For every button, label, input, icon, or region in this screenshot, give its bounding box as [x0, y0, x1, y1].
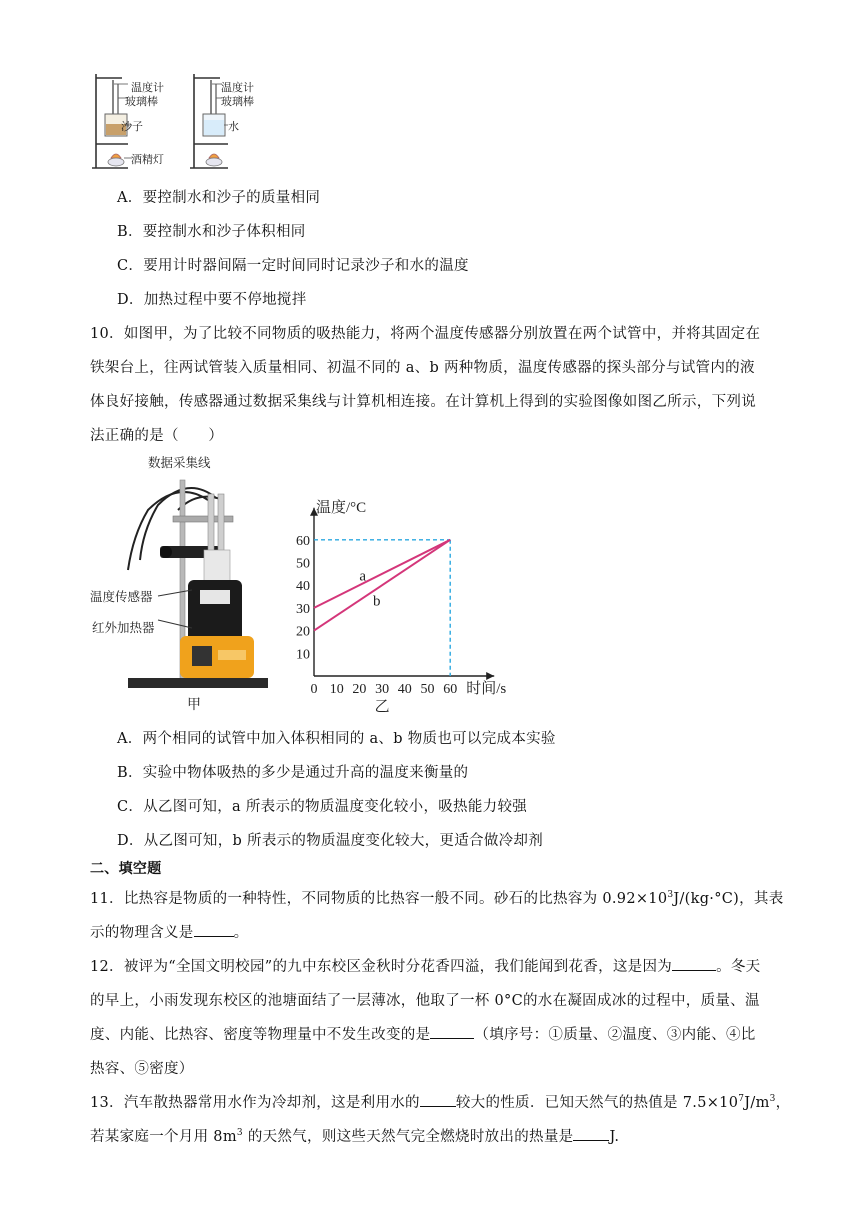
q12-line-2: 的早上，小雨发现东校区的池塘面结了一层薄冰，他取了一杯 0°C的水在凝固成冰的过程中，质量、温	[90, 993, 760, 1009]
q12-line-4: 热容、⑤密度）	[90, 1061, 194, 1077]
x-tick-label: 0	[310, 682, 318, 697]
q10-stem-line-1: 10．如图甲，为了比较不同物质的吸热能力，将两个温度传感器分别放置在两个试管中，并将其固定在	[90, 326, 761, 342]
y-tick-label: 30	[296, 601, 310, 617]
q9-option-a: A．要控制水和沙子的质量相同	[117, 190, 321, 206]
cable-label: 数据采集线	[148, 455, 211, 470]
q13-line-1-end: ，	[775, 1095, 791, 1111]
heater-label: 红外加热器	[92, 620, 155, 635]
series-line-a	[314, 540, 450, 608]
y-tick-label: 60	[296, 533, 310, 549]
q12-line-3	[90, 1023, 756, 1044]
q12-answer-blank-2[interactable]	[430, 1026, 474, 1039]
q11-exponent: 3	[667, 890, 674, 901]
q13-line-2	[90, 1125, 619, 1146]
q13-exponent-3: 3	[236, 1128, 243, 1139]
sensor-label: 温度传感器	[90, 589, 153, 604]
alcohol-lamp-label: 酒精灯	[131, 153, 164, 166]
q11-line-2-text: 示的物理含义是	[90, 925, 194, 941]
x-tick-label: 30	[375, 682, 390, 697]
q10-stem-line-4: 法正确的是（ ）	[90, 428, 224, 444]
q13-line-2-text: 若某家庭一个月用 8m	[90, 1129, 237, 1145]
y-tick-label: 10	[296, 647, 310, 663]
sand-label: 沙子	[121, 120, 143, 133]
q12-line-1-text: 12．被评为“全国文明校园”的九中东校区金秋时分花香四溢，我们能闻到花香，这是因为	[90, 959, 673, 975]
q11-line-2-end: 。	[233, 925, 249, 941]
x-tick-label: 60	[443, 682, 458, 697]
q10-option-d: D．从乙图可知，b 所表示的物质温度变化较大，更适合做冷却剂	[117, 833, 544, 849]
q10-option-c: C．从乙图可知，a 所表示的物质温度变化较小，吸热能力较强	[117, 799, 528, 815]
q12-line-1-end: 。冬天	[716, 959, 761, 975]
x-tick-label: 50	[420, 682, 435, 697]
chart-caption: 乙	[374, 699, 390, 713]
series-label-a: a	[359, 568, 367, 585]
q12-answer-blank-1[interactable]	[672, 958, 716, 971]
q9-option-d: D．加热过程中要不停地搅拌	[117, 292, 307, 308]
q12-line-3-text: 度、内能、比热容、密度等物理量中不发生改变的是	[90, 1027, 431, 1043]
photo-caption: 甲	[187, 697, 201, 713]
section-title: 二、填空题	[90, 861, 162, 877]
q11-line-1-text: 11．比热容是物质的一种特性，不同物质的比热容一般不同。砂石的比热容为 0.92×10	[90, 891, 668, 907]
q11-answer-blank[interactable]	[194, 924, 234, 937]
q13-unit: J/m	[744, 1095, 770, 1111]
q13-exponent-2: 3	[769, 1094, 776, 1105]
y-tick-label: 50	[296, 556, 310, 572]
x-tick-label: 20	[352, 682, 367, 697]
thermometer-label-left: 温度计	[131, 81, 164, 94]
q13-line-1-mid: 较大的性质．已知天然气的热值是 7.5×10	[455, 1095, 739, 1111]
experiment-photo	[88, 450, 268, 695]
glass-rod-label-right: 玻璃棒	[221, 95, 254, 108]
q12-line-1	[90, 955, 760, 976]
q13-answer-blank-1[interactable]	[420, 1094, 456, 1107]
q13-answer-blank-2[interactable]	[573, 1128, 609, 1141]
q12-line-3-end: （填序号：①质量、②温度、③内能、④比	[474, 1027, 756, 1043]
q9-option-c: C．要用计时器间隔一定时间同时记录沙子和水的温度	[117, 258, 469, 274]
q11-line-2	[90, 921, 248, 942]
temperature-time-chart	[280, 488, 520, 713]
series-line-b	[314, 540, 450, 631]
water-label: 水	[228, 120, 239, 133]
x-tick-label: 40	[397, 682, 412, 697]
q13-line-2-end: J.	[609, 1129, 620, 1145]
thermometer-label-right: 温度计	[221, 81, 254, 94]
q11-line-1-tail: J/(kg·°C)，其表	[673, 891, 784, 907]
x-axis-arrow	[486, 672, 494, 680]
q11-line-1	[90, 887, 784, 908]
q9-option-b: B．要控制水和沙子体积相同	[117, 224, 306, 240]
x-axis-label: 时间/s	[466, 681, 507, 697]
q10-option-a: A．两个相同的试管中加入体积相同的 a、b 物质也可以完成本实验	[117, 731, 556, 747]
q13-line-2-mid: 的天然气，则这些天然气完全燃烧时放出的热量是	[242, 1129, 574, 1145]
y-tick-label: 40	[296, 579, 310, 595]
q10-stem-line-2: 铁架台上，往两试管装入质量相同、初温不同的 a、b 两种物质，温度传感器的探头部分与试管内的液	[90, 360, 755, 376]
y-tick-label: 20	[296, 624, 310, 640]
y-axis-label: 温度/°C	[316, 499, 367, 516]
q10-stem-line-3: 体良好接触，传感器通过数据采集线与计算机相连接。在计算机上得到的实验图像如图乙所示，下列说	[90, 394, 756, 410]
glass-rod-label-left: 玻璃棒	[125, 95, 158, 108]
q13-line-1	[90, 1091, 790, 1112]
q13-exponent-1: 7	[738, 1094, 745, 1105]
x-tick-label: 10	[329, 682, 344, 697]
q13-line-1-text: 13．汽车散热器常用水作为冷却剂，这是利用水的	[90, 1095, 420, 1111]
series-label-b: b	[373, 593, 381, 610]
q10-option-b: B．实验中物体吸热的多少是通过升高的温度来衡量的	[117, 765, 469, 781]
